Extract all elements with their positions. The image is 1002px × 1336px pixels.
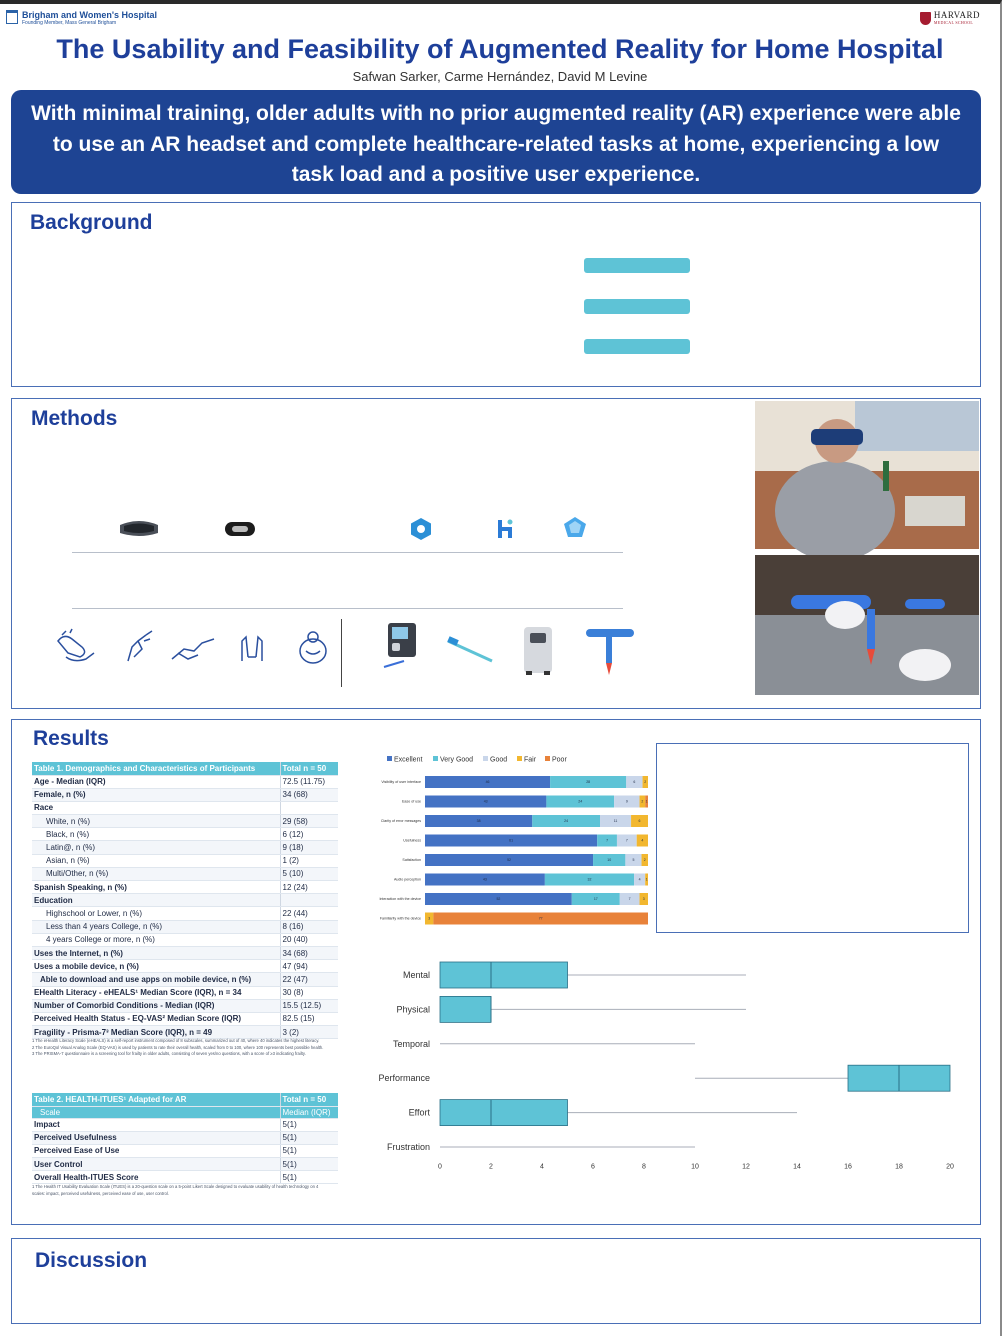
segment-value-label: 4	[641, 838, 644, 843]
poster-title: The Usability and Feasibility of Augmented Reality for Home Hospital	[56, 34, 944, 64]
row-label: Impact	[32, 1118, 280, 1131]
segment-value-label: 52	[496, 897, 501, 902]
ar-view-graphic	[755, 555, 979, 695]
segment-value-label: 32	[587, 877, 592, 882]
poster-authors: Safwan Sarker, Carme Hernández, David M Levine	[352, 69, 648, 84]
participant-headset-photo	[755, 401, 979, 549]
x-tick-label: 8	[642, 1163, 646, 1171]
row-label: Less than 4 years College, n (%)	[32, 920, 280, 933]
row-value: 1 (2)	[280, 854, 338, 867]
blue-gem-icon	[562, 515, 588, 541]
task-load-box-plot	[362, 958, 952, 1190]
table-row	[32, 960, 338, 973]
category-label: Mental	[402, 970, 430, 980]
total-header: Total n = 50	[280, 762, 338, 775]
x-tick-label: 18	[895, 1163, 903, 1171]
row-value: 5 (10)	[280, 867, 338, 880]
table-row	[32, 775, 338, 788]
table-row	[32, 841, 338, 854]
total-header: Total n = 50	[280, 1093, 338, 1106]
divider-line	[72, 552, 623, 553]
table-header	[32, 762, 338, 775]
table-row	[32, 999, 338, 1012]
category-label: Temporal	[392, 1038, 430, 1049]
segment-value-label: 10	[607, 858, 612, 863]
segment-value-label: 7	[628, 897, 631, 902]
x-tick-label: 6	[591, 1163, 595, 1171]
iv-tubing-icon	[582, 623, 638, 679]
row-label: Uses a mobile device, n (%)	[32, 960, 280, 973]
background-heading: Background	[30, 211, 153, 234]
legend-swatch	[483, 756, 488, 761]
row-label: Fragility - Prisma-7³ Median Score (IQR), n = 49	[32, 1026, 280, 1039]
placeholder-bar	[584, 339, 690, 354]
legend-swatch	[433, 756, 438, 761]
table-subheader	[32, 1106, 338, 1118]
table-row	[32, 1012, 338, 1025]
segment-value-label: 2	[641, 799, 644, 804]
row-value: 5(1)	[280, 1131, 338, 1144]
table-row	[32, 1118, 338, 1131]
bwh-name: Brigham and Women's Hospital	[22, 10, 157, 20]
infusion-pump-icon	[382, 621, 420, 671]
category-label: Usefulness	[403, 838, 421, 843]
segment-value-label: 9	[625, 799, 628, 804]
demographics-table	[32, 762, 338, 1039]
legend-label: Fair	[524, 756, 537, 764]
results-heading: Results	[33, 727, 109, 750]
row-value: 34 (68)	[280, 946, 338, 959]
legend-label: Excellent	[394, 756, 423, 764]
category-label: Physical	[396, 1004, 430, 1015]
row-value: 15.5 (12.5)	[280, 999, 338, 1012]
segment-value-label: 43	[483, 799, 488, 804]
oxygen-concentrator-icon	[518, 623, 558, 679]
segment-value-label: 5	[632, 858, 635, 863]
x-tick-label: 0	[438, 1163, 442, 1171]
row-value: 72.5 (11.75)	[280, 775, 338, 788]
row-label: White, n (%)	[32, 815, 280, 828]
footnote: 2 The EuroQol Visual Analog Scale (EQ-VAS) is used by patients to rate their overall health, scaled from 0 to 100, where 100 represents best possible health.	[32, 1044, 324, 1050]
category-label: Familiarity with the device	[379, 916, 421, 921]
table-title: Table 2. HEALTH-ITUES¹ Adapted for AR	[32, 1093, 280, 1106]
hand-wash-icon	[54, 627, 98, 667]
x-tick-label: 2	[489, 1163, 493, 1171]
health-itues-table	[32, 1093, 338, 1184]
bwh-logo	[6, 10, 157, 26]
table-row	[32, 828, 338, 841]
segment-value-label: 28	[586, 780, 591, 785]
hands-clap-icon	[236, 627, 268, 667]
placeholder-bar	[584, 299, 690, 314]
table-row	[32, 894, 338, 907]
results-section	[11, 719, 981, 1225]
table-row	[32, 1131, 338, 1144]
results-placeholder-box	[656, 743, 969, 933]
segment-value-label: 52	[507, 858, 511, 863]
row-label: EHealth Literacy - eHEALS¹ Median Score (IQR), n = 34	[32, 986, 280, 999]
footnote: 3 The PRISMA-7 questionnaire is a screening tool for frailty in older adults, consisting of seven yes/no questions, with a score of ≥3 indicating frailty.	[32, 1051, 306, 1056]
row-value: 82.5 (15)	[280, 1012, 338, 1025]
segment-value-label: 24	[578, 799, 583, 804]
category-label: Performance	[378, 1073, 430, 1084]
hand-swab-icon	[168, 629, 218, 665]
segment-value-label: 46	[485, 780, 490, 785]
legend-swatch	[387, 756, 392, 761]
segment-value-label: 2	[643, 858, 646, 863]
table1-footnotes	[32, 1038, 332, 1058]
segment-value-label: 1	[645, 877, 648, 882]
row-label: Black, n (%)	[32, 828, 280, 841]
table-row	[32, 920, 338, 933]
harvard-subtitle: MEDICAL SCHOOL	[933, 20, 974, 25]
table-row	[32, 881, 338, 894]
scale-column-header: Scale	[32, 1106, 280, 1118]
legend-label: Very Good	[440, 756, 474, 764]
discussion-heading: Discussion	[35, 1249, 148, 1272]
harvard-logo	[920, 11, 980, 25]
row-value: 3 (2)	[280, 1026, 338, 1039]
table-row	[32, 933, 338, 946]
x-tick-label: 20	[946, 1163, 954, 1171]
row-value: 5(1)	[280, 1118, 338, 1131]
background-section	[11, 202, 981, 387]
row-label: Latin@, n (%)	[32, 841, 280, 854]
hexagon-app-icon	[410, 517, 432, 541]
table-row	[32, 946, 338, 959]
harvard-name: HARVARD	[933, 10, 980, 20]
x-tick-label: 14	[793, 1163, 801, 1171]
harvard-shield-icon	[920, 12, 931, 25]
row-value: 30 (8)	[280, 986, 338, 999]
headset-icon	[116, 517, 162, 541]
row-label: Female, n (%)	[32, 788, 280, 801]
segment-value-label: 3	[428, 916, 431, 921]
segment-value-label: 6	[633, 780, 636, 785]
segment-value-label: 11	[613, 819, 618, 824]
x-tick-label: 4	[540, 1163, 544, 1171]
table-row	[32, 788, 338, 801]
row-value: 20 (40)	[280, 933, 338, 946]
segment-value-label: 3	[642, 897, 645, 902]
category-label: Frustration	[386, 1142, 430, 1152]
footnote: 1 The eHealth Literacy Scale (eHEALS) is a self-report instrument composed of 8 subscales, summarized out of 40, where 40 indicates the highest literacy.	[32, 1038, 320, 1043]
hand-glove-icon	[120, 627, 158, 667]
category-label: Clarity of error messages	[380, 819, 421, 823]
row-label: Uses the Internet, n (%)	[32, 946, 280, 959]
table-row	[32, 986, 338, 999]
row-label: Race	[32, 801, 280, 814]
row-value: 8 (16)	[280, 920, 338, 933]
table-row	[32, 867, 338, 880]
segment-value-label: 24	[564, 819, 569, 824]
row-value: 5(1)	[280, 1158, 338, 1171]
row-label: Perceived Health Status - EQ-VAS² Median Score (IQR)	[32, 1012, 280, 1025]
table2-footnote: 1 The Health IT Usability Evaluation Scale (ITUES) is a 20-question scale on a 5-point Likert Scale designed to evaluate usability of health technology on 4 scales: impact, perceived usefulness, perceived ease of use, user control.	[32, 1184, 319, 1196]
key-finding-banner: With minimal training, older adults with no prior augmented reality (AR) experience were able to use an AR headset and complete healthcare-related tasks at home, experiencing a low task load and a positive user experience.	[11, 90, 981, 194]
row-label: Asian, n (%)	[32, 854, 280, 867]
row-value: 5(1)	[280, 1144, 338, 1157]
row-value: 29 (58)	[280, 815, 338, 828]
table-title: Table 1. Demographics and Characteristics of Participants	[32, 762, 280, 775]
segment-value-label: 77	[538, 916, 543, 921]
legend-swatch	[545, 756, 550, 761]
category-label: Interaction with the device	[379, 897, 421, 901]
table-row	[32, 801, 338, 814]
user-experience-stacked-chart	[367, 750, 657, 930]
hi-app-icon	[496, 517, 516, 541]
hospital-building-icon	[6, 10, 18, 24]
x-tick-label: 12	[742, 1163, 750, 1171]
category-label: Satisfaction	[402, 858, 421, 862]
iqr-box	[440, 962, 568, 988]
row-value: 9 (18)	[280, 841, 338, 854]
placeholder-bar	[584, 258, 690, 273]
row-value: 12 (24)	[280, 881, 338, 894]
iv-catheter-icon	[444, 635, 496, 665]
category-label: Ease of use	[402, 799, 421, 804]
row-label: Able to download and use apps on mobile device, n (%)	[32, 973, 280, 986]
row-label: Number of Comorbid Conditions - Median (IQR)	[32, 999, 280, 1012]
row-label: Multi/Other, n (%)	[32, 867, 280, 880]
row-label: User Control	[32, 1158, 280, 1171]
table-row	[32, 1144, 338, 1157]
table-row	[32, 973, 338, 986]
legend-label: Poor	[552, 756, 567, 764]
bwh-subtitle: Founding Member, Mass General Brigham	[22, 20, 117, 26]
table-row	[32, 907, 338, 920]
participant-photo-graphic	[755, 401, 979, 549]
segment-value-label: 17	[593, 897, 598, 902]
score-column-header: Median (IQR)	[280, 1106, 338, 1118]
segment-value-label: 6	[638, 819, 641, 824]
row-value: 34 (68)	[280, 788, 338, 801]
x-tick-label: 16	[844, 1163, 852, 1171]
segment-value-label: 38	[476, 819, 481, 824]
ar-task-view-photo	[755, 555, 979, 695]
segment-value-label: 7	[625, 838, 628, 843]
table-row	[32, 854, 338, 867]
row-value: 22 (44)	[280, 907, 338, 920]
methods-section	[11, 398, 981, 709]
table-row	[32, 1158, 338, 1171]
row-value: 22 (47)	[280, 973, 338, 986]
row-label: Age - Median (IQR)	[32, 775, 280, 788]
iqr-box	[440, 996, 491, 1022]
row-value: 5(1)	[280, 1171, 338, 1184]
table-row	[32, 1026, 338, 1039]
row-label: Spanish Speaking, n (%)	[32, 881, 280, 894]
table-header	[32, 1093, 338, 1106]
table-row	[32, 1171, 338, 1184]
row-label: 4 years College or more, n (%)	[32, 933, 280, 946]
segment-value-label: 43	[482, 877, 487, 882]
x-tick-label: 10	[691, 1163, 699, 1171]
row-value	[280, 801, 338, 814]
row-label: Education	[32, 894, 280, 907]
category-label: Audio perception	[394, 877, 421, 882]
segment-value-label: 1	[645, 799, 648, 804]
vertical-divider	[341, 619, 342, 687]
category-label: Effort	[408, 1107, 430, 1118]
segment-value-label: 4	[638, 877, 641, 882]
methods-heading: Methods	[31, 407, 118, 430]
segment-value-label: 7	[606, 838, 609, 843]
controller-icon	[223, 519, 257, 539]
segment-value-label: 2	[644, 780, 647, 785]
row-value: 47 (94)	[280, 960, 338, 973]
divider-line	[72, 608, 623, 609]
table-row	[32, 815, 338, 828]
row-label: Highschool or Lower, n (%)	[32, 907, 280, 920]
segment-value-label: 61	[509, 838, 514, 843]
row-value: 6 (12)	[280, 828, 338, 841]
row-label: Overall Health-ITUES Score	[32, 1171, 280, 1184]
iqr-box	[440, 1100, 568, 1126]
legend-label: Good	[490, 756, 508, 764]
row-value	[280, 894, 338, 907]
legend-swatch	[517, 756, 522, 761]
row-label: Perceived Usefulness	[32, 1131, 280, 1144]
discussion-section	[11, 1238, 981, 1324]
row-label: Perceived Ease of Use	[32, 1144, 280, 1157]
chest-auscultation-icon	[296, 627, 330, 667]
category-label: Visibility of user interface	[381, 780, 421, 784]
